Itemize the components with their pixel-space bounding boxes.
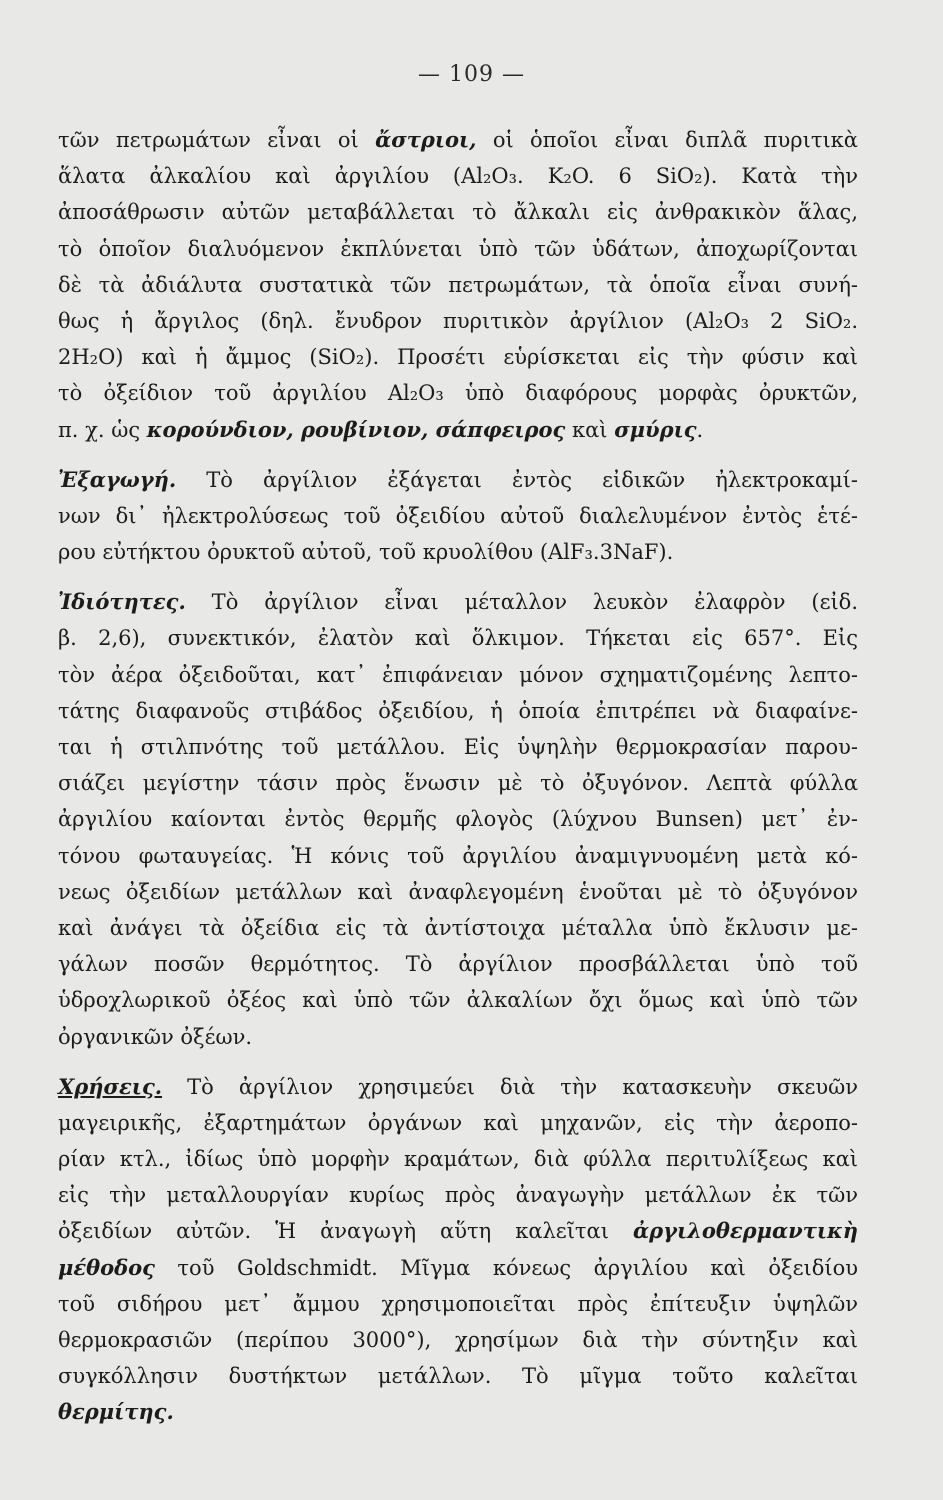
paragraph [58, 462, 858, 571]
text-line [58, 534, 858, 570]
text-line [58, 1286, 858, 1322]
text-run: ται ἡ στιλπνότης τοῦ μετάλλου. Εἰς ὑψηλὴν θερμοκρασίαν παρου- [58, 735, 858, 759]
text-line [58, 657, 858, 693]
paragraph [58, 584, 858, 1054]
text-run: ὀξειδίων αὐτῶν. Ἡ ἀναγωγὴ αὕτη καλεῖται [58, 1219, 633, 1244]
text-run: . [696, 417, 704, 442]
text-run: μαγειρικῆς, ἐξαρτημάτων ὀργάνων καὶ μηχανῶν, εἰς τὴν ἀεροπο- [58, 1110, 858, 1135]
text-run: τὸν ἀέρα ὀξειδοῦται, κατ᾿ ἐπιφάνειαν μόνον σχηματιζομένης λεπτο- [58, 662, 858, 687]
text-run: β. 2,6), συνεκτικόν, ἐλατὸν καὶ ὅλκιμον. Τήκεται εἰς 657°. Εἰς [58, 626, 858, 651]
text-line [58, 838, 858, 874]
text-run: π. χ. ὡς [58, 417, 147, 442]
text-run: ρίαν κτλ., ἰδίως ὑπὸ μορφὴν κραμάτων, διὰ φύλλα περιτυλίξεως καὶ [58, 1147, 858, 1172]
text-line [58, 693, 858, 729]
text-run: Τὸ ἀργίλιον χρησιμεύει διὰ τὴν κατασκευὴν σκευῶν [162, 1074, 858, 1099]
text-line [58, 1250, 858, 1286]
text-run: Τὸ ἀργίλιον εἶναι μέταλλον λευκὸν ἐλαφρὸν (εἰδ. [185, 590, 858, 615]
text-line [58, 1141, 858, 1177]
text-run: τόνου φωταυγείας. Ἡ κόνις τοῦ ἀργιλίου ἀναμιγνυομένη μετὰ κό- [58, 843, 858, 868]
text-line [58, 584, 858, 620]
text-run: ἀργιλίου καίονται ἐντὸς θερμῆς φλογὸς (λύχνου Bunsen) μετ᾿ ἐν- [58, 807, 858, 832]
paragraph-gap [58, 570, 858, 584]
text-run: συγκόλλησιν δυστήκτων μετάλλων. Τὸ μῖγμα τοῦτο καλεῖται [58, 1364, 858, 1389]
text-line [58, 1322, 858, 1358]
text-line [58, 158, 858, 194]
emphasized-term: θερμίτης. [58, 1399, 174, 1425]
text-run: τοῦ Goldschmidt. Μῖγμα κόνεως ἀργιλίου καὶ ὀξειδίου [154, 1255, 858, 1280]
text-line [58, 1358, 858, 1394]
paragraph-gap [58, 1055, 858, 1069]
text-run: τοῦ σιδήρου μετ᾿ ἄμμου χρησιμοποιεῖται πρὸς ἐπίτευξιν ὑψηλῶν [58, 1291, 858, 1316]
text-line [58, 122, 858, 158]
text-run: νων δι᾿ ἠλεκτρολύσεως τοῦ ὀξειδίου αὐτοῦ διαλελυμένον ἐντὸς ἑτέ- [58, 503, 858, 528]
section-heading: Ἐξαγωγή. [58, 466, 177, 492]
page-number: — 109 — [418, 62, 525, 87]
text-line [58, 375, 858, 411]
text-run: ἀποσάθρωσιν αὐτῶν μεταβάλλεται τὸ ἄλκαλι εἰς ἀνθρακικὸν ἅλας, [58, 200, 858, 225]
paragraph [58, 122, 858, 448]
text-run: Τὸ ἀργίλιον ἐξάγεται ἐντὸς εἰδικῶν ἠλεκτροκαμί- [176, 467, 858, 492]
text-line [58, 498, 858, 534]
text-run: θως ἡ ἄργιλος (δηλ. ἔνυδρον πυριτικὸν ἀργίλιον (Al₂O₃ 2 SiO₂. [58, 308, 858, 333]
text-run: καὶ [565, 417, 615, 442]
text-line [58, 231, 858, 267]
text-run: σιάζει μεγίστην τάσιν πρὸς ἕνωσιν μὲ τὸ ὀξυγόνον. Λεπτὰ φύλλα [58, 771, 858, 796]
text-line [58, 462, 858, 498]
text-line [58, 801, 858, 837]
text-run: οἱ ὁποῖοι εἶναι διπλᾶ πυριτικὰ [476, 128, 858, 152]
text-run: νεως ὀξειδίων μετάλλων καὶ ἀναφλεγομένη ἑνοῦται μὲ τὸ ὀξυγόνον [58, 879, 858, 904]
text-line [58, 874, 858, 910]
text-run: εἰς τὴν μεταλλουργίαν κυρίως πρὸς ἀναγωγὴν μετάλλων ἐκ τῶν [58, 1183, 858, 1208]
text-line [58, 765, 858, 801]
text-run: γάλων ποσῶν θερμότητος. Τὸ ἀργίλιον προσβάλλεται ὑπὸ τοῦ [58, 952, 858, 977]
text-line [58, 339, 858, 375]
text-run: τάτης διαφανοῦς στιβάδος ὀξειδίου, ἡ ὁποία ἐπιτρέπει νὰ διαφαίνε- [58, 698, 858, 723]
text-run: τῶν πετρωμάτων εἶναι οἱ [58, 128, 376, 152]
text-line [58, 1105, 858, 1141]
text-run: τὸ ὀξείδιον τοῦ ἀργιλίου Al₂O₃ ὑπὸ διαφόρους μορφὰς ὀρυκτῶν, [58, 381, 858, 406]
text-line [58, 267, 858, 303]
section-heading: Χρήσεις. [58, 1073, 163, 1099]
text-line [58, 194, 858, 230]
text-run: τὸ ὁποῖον διαλυόμενον ἐκπλύνεται ὑπὸ τῶν ὑδάτων, ἀποχωρίζονται [58, 236, 858, 261]
text-line [58, 910, 858, 946]
text-run: ὑδροχλωρικοῦ ὀξέος καὶ ὑπὸ τῶν ἀλκαλίων ὄχι ὅμως καὶ ὑπὸ τῶν [58, 988, 858, 1013]
body-text [58, 122, 858, 1431]
text-run: ὀργανικῶν ὀξέων. [58, 1024, 253, 1049]
text-run: 2H₂O) καὶ ἡ ἄμμος (SiO₂). Προσέτι εὑρίσκεται εἰς τὴν φύσιν καὶ [58, 345, 858, 370]
text-run: θερμοκρασιῶν (περίπου 3000°), χρησίμων διὰ τὴν σύντηξιν καὶ [58, 1328, 858, 1352]
text-line [58, 982, 858, 1018]
text-line [58, 946, 858, 982]
text-run: καὶ ἀνάγει τὰ ὀξείδια εἰς τὰ ἀντίστοιχα μέταλλα ὑπὸ ἔκλυσιν με- [58, 915, 858, 940]
emphasized-term: ἀργιλοθερμαντικὴ [632, 1218, 858, 1244]
paragraph-gap [58, 448, 858, 462]
text-run: ἅλατα ἀλκαλίου καὶ ἀργιλίου (Al₂O₃. K₂O. 6 SiO₂). Κατὰ τὴν [58, 164, 858, 189]
emphasized-term: μέθοδος [58, 1254, 155, 1280]
emphasized-term: σμύρις [614, 416, 697, 442]
text-run: ρου εὐτήκτου ὀρυκτοῦ αὐτοῦ, τοῦ κρυολίθου (AlF₃.3NaF). [58, 540, 674, 565]
text-line [58, 1069, 858, 1105]
text-line [58, 1394, 858, 1430]
text-line [58, 620, 858, 656]
emphasized-term: κορούνδιον, ρουβίνιον, σάπφειρος [146, 416, 566, 442]
text-run: δὲ τὰ ἀδιάλυτα συστατικὰ τῶν πετρωμάτων, τὰ ὁποῖα εἶναι συνή- [58, 272, 858, 297]
emphasized-term: ἄστριοι, [375, 127, 477, 152]
text-line [58, 412, 858, 448]
text-line [58, 729, 858, 765]
text-line [58, 1019, 858, 1055]
section-heading: Ἰδιότητες. [58, 589, 186, 615]
text-line [58, 1213, 858, 1249]
paragraph [58, 1069, 858, 1431]
text-line [58, 303, 858, 339]
text-line [58, 1177, 858, 1213]
